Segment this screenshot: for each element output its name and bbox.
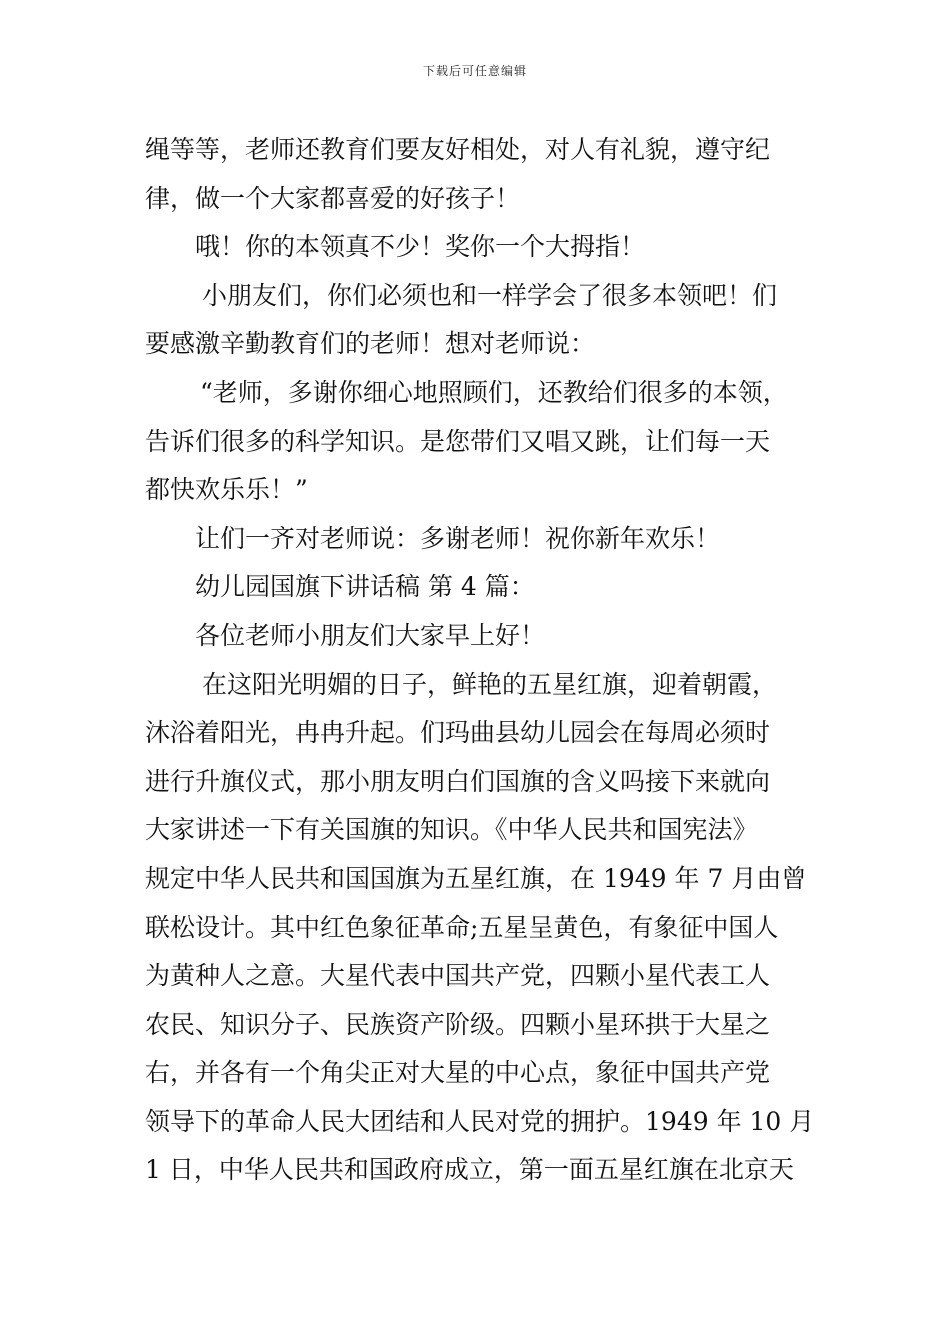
text-line: 为黄种人之意。大星代表中国共产党，四颗小星代表工人 bbox=[145, 961, 771, 991]
text-line: 领导下的革命人民大团结和人民对党的拥护。1949 年 10 月 bbox=[145, 1106, 815, 1136]
section-heading: 幼儿园国旗下讲话稿 第 4 篇： bbox=[195, 572, 535, 602]
text-line: 都快欢乐乐！” bbox=[145, 475, 308, 505]
text-line: 联松设计。其中红色象征革命;五星呈黄色，有象征中国人 bbox=[145, 912, 779, 942]
text-line: 大家讲述一下有关国旗的知识。《中华人民共和国宪法》 bbox=[145, 815, 758, 845]
document-body bbox=[145, 126, 815, 1195]
text-line: 进行升旗仪式，那小朋友明白们国旗的含义吗接下来就向 bbox=[145, 766, 771, 796]
text-line: 哦！你的本领真不少！奖你一个大拇指！ bbox=[195, 232, 646, 262]
text-line: 律，做一个大家都喜爱的好孩子！ bbox=[145, 183, 521, 213]
text-line: 小朋友们，你们必须也和一样学会了很多本领吧！们 bbox=[202, 280, 778, 310]
text-line: 要感激辛勤教育们的老师！想对老师说： bbox=[145, 329, 596, 359]
text-line: 规定中华人民共和国国旗为五星红旗，在 1949 年 7 月由曾 bbox=[145, 863, 807, 893]
text-line: 沐浴着阳光，冉冉升起。们玛曲县幼儿园会在每周必须时 bbox=[145, 718, 771, 748]
page-header: 下载后可任意编辑 bbox=[422, 64, 527, 78]
text-line: 在这阳光明媚的日子，鲜艳的五星红旗，迎着朝霞， bbox=[202, 669, 778, 699]
text-line: 农民、知识分子、民族资产阶级。四颗小星环拱于大星之 bbox=[145, 1009, 771, 1039]
text-line: 右，并各有一个角尖正对大星的中心点，象征中国共产党 bbox=[145, 1058, 771, 1088]
text-line: 绳等等，老师还教育们要友好相处，对人有礼貌，遵守纪 bbox=[145, 135, 771, 164]
text-line: 告诉们很多的科学知识。是您带们又唱又跳，让们每一天 bbox=[145, 426, 771, 456]
text-line: 1 日，中华人民共和国政府成立，第一面五星红旗在北京天 bbox=[145, 1155, 794, 1185]
text-line: 各位老师小朋友们大家早上好！ bbox=[195, 620, 546, 650]
text-line: 让们一齐对老师说：多谢老师！祝你新年欢乐！ bbox=[195, 523, 721, 553]
text-line: “老师，多谢你细心地照顾们，还教给们很多的本领， bbox=[200, 377, 788, 407]
